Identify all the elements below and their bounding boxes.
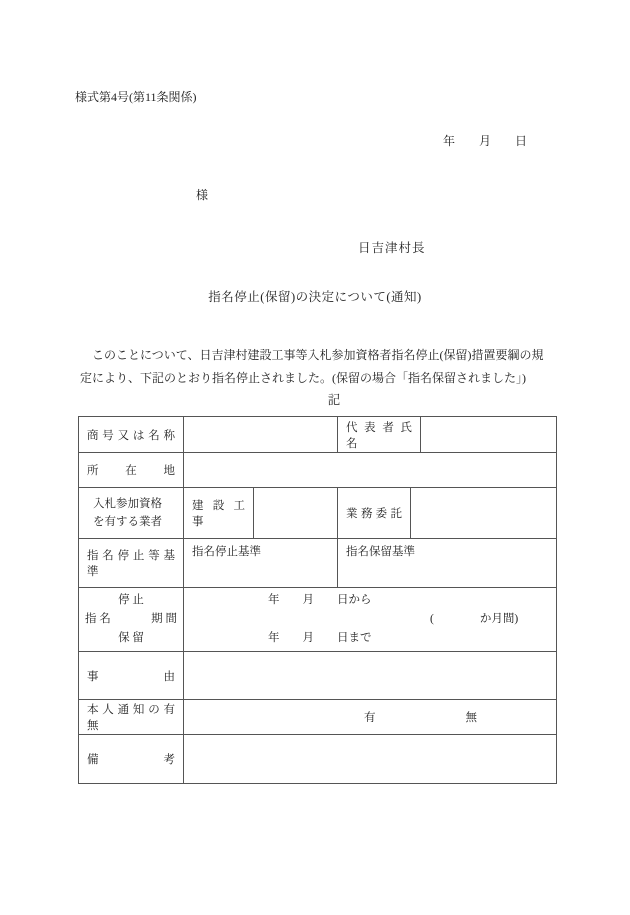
date-line: 年 月 日 [443, 134, 528, 148]
period-label-kikan: 期 間 [151, 613, 177, 625]
period-label-cell [79, 588, 184, 651]
notice-label: 本 人 通 知 の 有 無 [87, 704, 175, 732]
sender-title: 日吉津村長 [358, 241, 426, 255]
body-line-1: このことについて、日吉津村建設工事等入札参加資格者指名停止(保留)措置要綱の規 [80, 348, 544, 362]
outsourcing-label-cell [338, 488, 411, 538]
table-row-notice [79, 700, 556, 735]
suspension-criteria-label: 指名停止基準 [192, 546, 261, 558]
table-row-company [79, 417, 556, 453]
reason-value-cell [184, 652, 556, 699]
representative-label-cell [338, 417, 421, 452]
period-to-line: 年 月 日まで [268, 632, 372, 644]
form-number: 様式第4号(第11条関係) [75, 90, 197, 104]
notification-table [78, 416, 557, 784]
remarks-label: 備 考 [87, 754, 175, 766]
outsourcing-label: 業 務 委 託 [346, 508, 402, 520]
construction-value-cell [254, 488, 338, 538]
table-row-qualification [79, 488, 556, 539]
remarks-label-cell [79, 735, 184, 783]
period-value-cell [184, 588, 556, 651]
remarks-value-cell [184, 735, 556, 783]
document-title: 指名停止(保留)の決定について(通知) [208, 290, 422, 304]
construction-label-cell [184, 488, 254, 538]
address-label: 所 在 地 [87, 465, 175, 477]
period-label-shimei: 指 名 [85, 613, 111, 625]
period-months-line: ( か月間) [430, 613, 519, 625]
construction-label: 建 設 工 事 [192, 500, 245, 528]
address-value-cell [184, 453, 556, 487]
qualification-label-cell [79, 488, 184, 538]
notice-label-cell [79, 700, 184, 734]
reason-label-cell [79, 652, 184, 699]
address-label-cell [79, 453, 184, 487]
criteria-label: 指 名 停 止 等 基 準 [87, 550, 175, 578]
company-name-value-cell [184, 417, 338, 452]
company-name-label-cell [79, 417, 184, 452]
period-label-middle [85, 610, 177, 629]
notice-option-no: 無 [465, 712, 477, 724]
addressee-suffix: 様 [196, 188, 209, 202]
notice-option-yes: 有 [364, 712, 376, 724]
body-line-2: 定により、下記のとおり指名停止されました。(保留の場合「指名保留されました」) [80, 371, 526, 385]
table-row-address [79, 453, 556, 488]
table-row-period [79, 588, 556, 652]
ki-heading: 記 [327, 393, 341, 407]
table-row-remarks [79, 735, 556, 783]
suspension-criteria-cell [184, 539, 338, 587]
body-paragraph [80, 344, 544, 390]
hold-criteria-label: 指名保留基準 [346, 546, 415, 558]
period-label-hold: 保 留 [118, 632, 144, 644]
representative-value-cell [421, 417, 556, 452]
notice-value-cell [184, 700, 556, 734]
reason-label: 事 由 [87, 670, 175, 683]
table-row-reason [79, 652, 556, 700]
qualification-label: 入札参加資格を有する業者 [93, 498, 162, 528]
company-name-label: 商 号 又 は 名 称 [87, 429, 175, 442]
period-from-line: 年 月 日から [268, 594, 372, 606]
hold-criteria-cell [338, 539, 556, 587]
table-row-criteria [79, 539, 556, 588]
outsourcing-value-cell [411, 488, 556, 538]
representative-label: 代 表 者 氏 名 [346, 421, 412, 450]
criteria-label-cell [79, 539, 184, 587]
period-label-suspension: 停 止 [118, 594, 144, 606]
